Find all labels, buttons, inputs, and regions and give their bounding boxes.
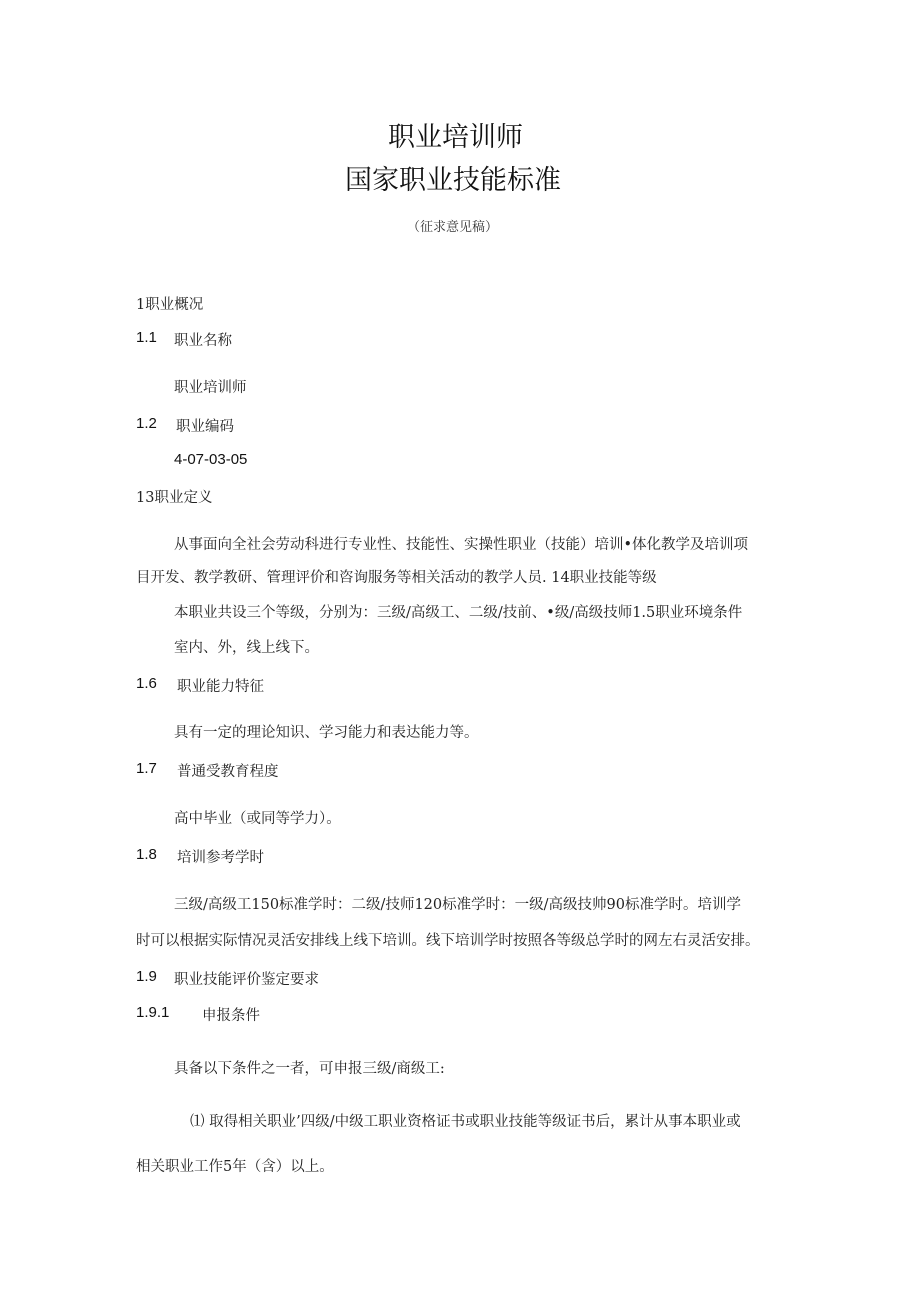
section-1-1-number: 1.1 <box>136 329 157 346</box>
section-1-9-1-body: 具备以下条件之一者，可申报三级/商级工: <box>174 1061 445 1077</box>
section-1-4-body: 本职业共设三个等级，分别为：三级/高级工、二级/技前、•级/高级技师1.5职业环境条件 <box>174 605 743 621</box>
section-1-6-body: 具有一定的理论知识、学习能力和表达能力等。 <box>174 725 479 741</box>
section-1-8-body-line-1: 三级/高级工150标准学时：二级/技师120标准学时：一级/高级技帅90标准学时。培训学 <box>174 897 741 913</box>
section-1-6-number: 1.6 <box>136 675 157 692</box>
section-1-7-number: 1.7 <box>136 760 157 777</box>
section-1-9-title: 职业技能评价鉴定要求 <box>174 972 319 988</box>
section-1-1-body: 职业培训师 <box>174 380 247 396</box>
section-1-9-1-title: 申报条件 <box>202 1008 260 1024</box>
section-1-3-heading: 13职业定义 <box>136 490 213 506</box>
section-1-2-body: 4-07-03-05 <box>174 451 248 468</box>
section-1-8-body-line-2: 时可以根据实际情况灵活安排线上线下培训。线下培训学时按照各等级总学时的网左右灵活安排。 <box>136 933 760 949</box>
section-1-7-body: 高中毕业（或同等学力）。 <box>174 811 341 827</box>
list-item-1-line-2: 相关职业工作5年（含）以上。 <box>136 1159 334 1175</box>
section-1-3-body-line-2: 目开发、教学教研、管理评价和咨询服务等相关活动的教学人员. 14职业技能等级 <box>136 570 657 586</box>
section-1-3-body-line-1: 从事面向全社会劳动科进行专业性、技能性、实操性职业（技能）培训•体化教学及培训项 <box>174 537 749 553</box>
section-1-1-title: 职业名称 <box>174 333 232 349</box>
section-1-8-number: 1.8 <box>136 846 157 863</box>
list-item-1-line-1: ⑴ 取得相关职业’四级/中级工职业资格证书或职业技能等级证书后，累计从事本职业或 <box>190 1114 741 1130</box>
section-1-2-number: 1.2 <box>136 415 157 432</box>
section-1-6-title: 职业能力特征 <box>177 679 264 695</box>
section-1-9-number: 1.9 <box>136 968 157 985</box>
section-1-8-title: 培训参考学时 <box>177 850 264 866</box>
subtitle: （征求意见稿） <box>407 220 499 235</box>
title-line-2: 国家职业技能标准 <box>345 165 561 196</box>
section-1-heading: 1职业概况 <box>136 297 204 313</box>
section-1-5-body: 室内、外，线上线下。 <box>174 640 319 656</box>
title-line-1: 职业培训师 <box>388 122 523 153</box>
section-1-2-title: 职业编码 <box>176 419 234 435</box>
section-1-9-1-number: 1.9.1 <box>136 1004 170 1021</box>
section-1-7-title: 普通受教育程度 <box>177 764 279 780</box>
